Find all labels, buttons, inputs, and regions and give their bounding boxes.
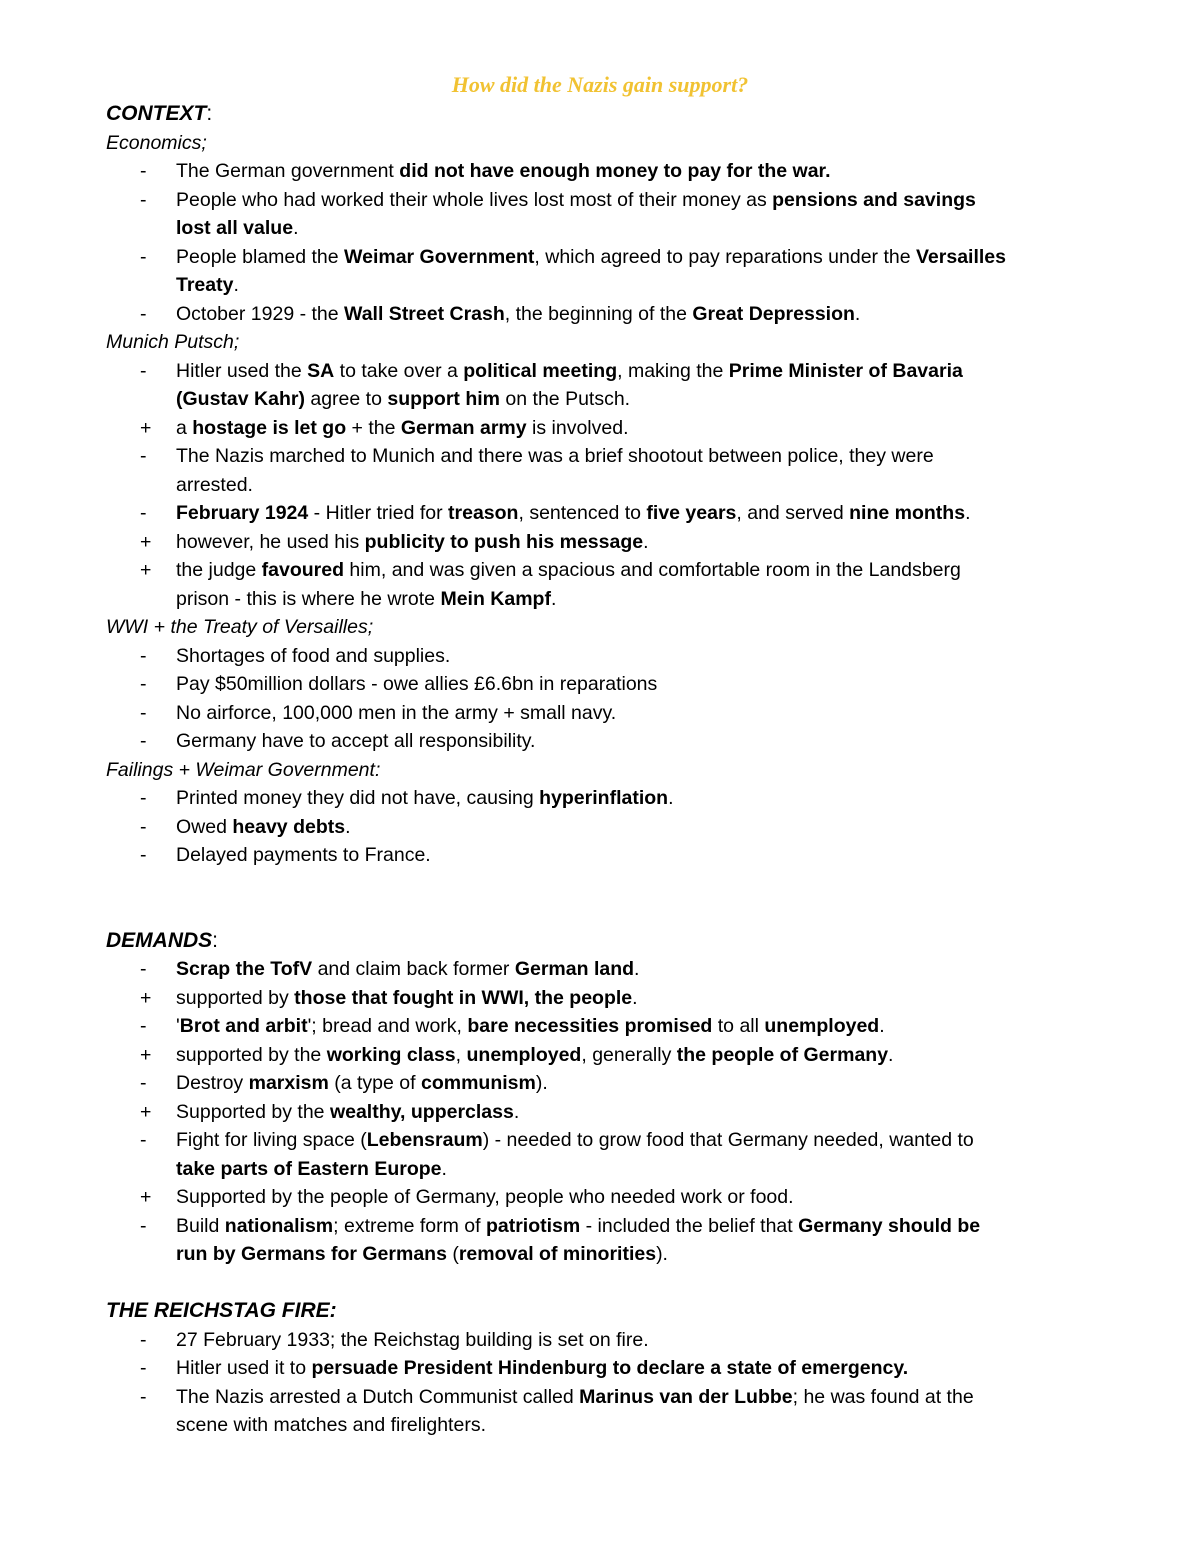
- bullet-marker: -: [140, 1214, 147, 1237]
- text-run: People blamed the: [176, 245, 345, 268]
- text-run: .: [643, 530, 649, 553]
- bullet-marker: -: [140, 188, 147, 211]
- bold-run: Treaty: [176, 274, 234, 296]
- list-item-text: [176, 528, 649, 557]
- bold-run: Lebensraum: [366, 1129, 483, 1151]
- bullet-marker: -: [140, 160, 147, 182]
- bold-run: Scrap the TofV: [176, 958, 313, 980]
- list-item-text: [176, 471, 253, 500]
- text-run: , which agreed to pay reparations under the: [534, 245, 916, 268]
- list-item-text: [176, 1383, 974, 1412]
- bold-run: February 1924: [176, 502, 309, 524]
- list-item: [106, 556, 1106, 585]
- bullet-marker: -: [140, 359, 147, 382]
- list-item-text: [176, 642, 450, 671]
- list-item-text: [176, 670, 657, 699]
- text-run: Shortages of food and supplies.: [176, 644, 451, 667]
- bold-run: unemployed: [764, 1015, 880, 1037]
- list-item: [106, 1183, 1106, 1212]
- list-item-text: [176, 1098, 519, 1127]
- list-item-text: [176, 841, 431, 870]
- text-run: and claim back former: [312, 958, 515, 980]
- text-run: , sentenced to: [518, 502, 647, 524]
- text-run: Hitler used the: [176, 359, 308, 382]
- text-run: supported by the: [176, 1043, 327, 1066]
- list-item: [106, 1012, 1106, 1041]
- list-item-text: [176, 271, 239, 300]
- bullet-marker: -: [140, 787, 147, 809]
- list-item-text: [176, 556, 961, 585]
- spacer: [106, 1269, 1106, 1298]
- list-item: [106, 1069, 1106, 1098]
- list-item: [106, 243, 1106, 272]
- bullet-marker: -: [140, 844, 147, 866]
- text-run: Build: [176, 1214, 225, 1237]
- list-item: [106, 414, 1106, 443]
- bold-run: removal of minorities: [458, 1243, 657, 1265]
- list-item-text: [176, 1326, 649, 1355]
- bold-run: Weimar Government: [344, 245, 535, 268]
- text-run: Supported by the: [176, 1100, 330, 1123]
- bold-run: take parts of Eastern Europe: [176, 1157, 442, 1180]
- text-run: .: [513, 1100, 520, 1123]
- text-run: Germany have to accept all responsibility.: [176, 730, 536, 752]
- bullet-marker: +: [140, 416, 152, 439]
- bold-run: Mein Kampf: [440, 587, 551, 610]
- bold-run: lost all value: [176, 217, 294, 239]
- list-item-text: [176, 357, 963, 386]
- list-item: [106, 670, 1106, 699]
- text-run: on the Putsch.: [500, 388, 631, 410]
- spacer: [106, 898, 1106, 927]
- list-item: [106, 1041, 1106, 1070]
- text-run: ; he was found at the: [792, 1385, 974, 1408]
- text-run: 27 February 1933; the Reichstag building is set on fire.: [176, 1328, 649, 1351]
- text-run: scene with matches and firelighters.: [176, 1414, 486, 1436]
- list-item: [106, 1126, 1106, 1155]
- text-run: - Hitler tried for: [308, 502, 449, 524]
- text-run: ': [176, 1015, 180, 1037]
- text-run: ) - needed to grow food that Germany needed, wanted to: [482, 1129, 974, 1151]
- bold-run: Great Depression: [692, 302, 855, 325]
- bold-run: communism: [420, 1072, 536, 1094]
- subsection-label: Failings + Weimar Government:: [106, 758, 381, 781]
- list-item: [106, 1240, 1106, 1269]
- bullet-marker: -: [140, 1385, 147, 1408]
- text-run: him, and was given a spacious and comfortable room in the Landsberg: [344, 559, 961, 581]
- list-item-text: [176, 300, 860, 329]
- list-item-text: [176, 1155, 447, 1184]
- list-item-text: [176, 1354, 908, 1383]
- bold-run: treason: [448, 502, 519, 524]
- bold-run: hostage is let go: [192, 416, 347, 439]
- bold-run: German land: [514, 958, 635, 980]
- list-item: [106, 813, 1106, 842]
- bold-run: those that fought in WWI, the people: [294, 986, 633, 1009]
- bold-run: wealthy, upperclass: [329, 1100, 514, 1123]
- text-run: .: [634, 958, 640, 980]
- bold-run: nationalism: [224, 1214, 334, 1237]
- list-item: [106, 984, 1106, 1013]
- text-run: .: [293, 217, 299, 239]
- text-run: .: [550, 587, 557, 610]
- text-run: Destroy: [176, 1072, 249, 1094]
- bullet-marker: +: [140, 1100, 152, 1123]
- list-item: [106, 727, 1106, 756]
- section-heading-text: CONTEXT: [106, 102, 207, 125]
- bullet-marker: +: [140, 986, 152, 1009]
- spacer: [106, 870, 1106, 899]
- text-run: , generally: [581, 1043, 677, 1066]
- list-item-text: [176, 1126, 974, 1155]
- text-run: to take over a: [334, 359, 464, 382]
- bullet-marker: +: [140, 1186, 152, 1208]
- list-item-text: [176, 1212, 980, 1241]
- text-run: to all: [712, 1015, 765, 1037]
- list-item-text: [176, 1069, 548, 1098]
- document-body: [106, 100, 1106, 1440]
- text-run: Supported by the people of Germany, people who needed work or food.: [176, 1186, 794, 1208]
- text-run: The German government: [176, 160, 400, 182]
- text-run: People who had worked their whole lives lost most of their money as: [176, 188, 773, 211]
- list-item: [106, 1155, 1106, 1184]
- text-run: Printed money they did not have, causing: [176, 787, 540, 809]
- list-item-text: [176, 499, 970, 528]
- bold-run: run by Germans for Germans: [176, 1243, 447, 1265]
- bullet-marker: -: [140, 673, 147, 695]
- text-run: '; bread and work,: [307, 1015, 468, 1037]
- bold-run: Marinus van der Lubbe: [579, 1385, 793, 1408]
- text-run: , making the: [617, 359, 729, 382]
- bold-run: publicity to push his message: [364, 530, 644, 553]
- list-item: [106, 1212, 1106, 1241]
- text-run: (a type of: [328, 1072, 421, 1094]
- text-run: Owed: [176, 815, 233, 838]
- list-item: [106, 955, 1106, 984]
- bullet-marker: -: [140, 1072, 147, 1094]
- list-item: [106, 300, 1106, 329]
- list-item: [106, 528, 1106, 557]
- section-heading-colon: :: [206, 102, 213, 125]
- bullet-marker: +: [140, 530, 152, 553]
- text-run: , and served: [736, 502, 850, 524]
- list-item-text: [176, 955, 639, 984]
- bold-run: unemployed: [466, 1043, 582, 1066]
- bold-run: did not have enough money to pay for the war.: [399, 160, 831, 182]
- list-item-text: [176, 984, 638, 1013]
- bold-run: Brot and arbit: [179, 1015, 308, 1037]
- list-item-text: [176, 385, 630, 414]
- bullet-marker: -: [140, 245, 147, 268]
- text-run: .: [233, 274, 239, 296]
- list-item: [106, 471, 1106, 500]
- page-title: How did the Nazis gain support?: [451, 72, 749, 97]
- list-item-text: [176, 414, 629, 443]
- list-item-text: [176, 1411, 486, 1440]
- text-run: arrested.: [176, 473, 253, 496]
- bold-run: working class: [326, 1043, 456, 1066]
- list-item-text: [176, 699, 616, 728]
- list-item: [106, 157, 1106, 186]
- subsection-label: WWI + the Treaty of Versailles;: [106, 616, 374, 638]
- list-item: [106, 1354, 1106, 1383]
- bullet-marker: -: [140, 1328, 147, 1351]
- section-heading-colon: :: [212, 928, 219, 952]
- list-item: [106, 1326, 1106, 1355]
- text-run: .: [879, 1015, 885, 1037]
- text-run: ; extreme form of: [333, 1214, 486, 1237]
- section-heading-text: DEMANDS: [106, 928, 213, 952]
- text-run: prison - this is where he wrote: [176, 587, 441, 610]
- list-item-text: [176, 784, 673, 813]
- text-run: ).: [656, 1243, 668, 1265]
- list-item: [106, 699, 1106, 728]
- bold-run: Wall Street Crash: [344, 302, 505, 325]
- text-run: agree to: [304, 388, 388, 410]
- list-item: [106, 642, 1106, 671]
- text-run: is involved.: [526, 416, 629, 439]
- list-item-text: [176, 1240, 668, 1269]
- text-run: .: [854, 302, 861, 325]
- bold-run: pensions and savings: [772, 188, 976, 211]
- bold-run: the people of Germany: [676, 1043, 889, 1066]
- text-run: No airforce, 100,000 men in the army + small navy.: [176, 701, 617, 724]
- bullet-marker: -: [140, 502, 147, 524]
- bullet-marker: -: [140, 644, 147, 667]
- text-run: .: [888, 1043, 894, 1066]
- list-item: [106, 841, 1106, 870]
- bold-run: support him: [387, 388, 501, 410]
- text-run: ).: [535, 1072, 548, 1094]
- text-run: October 1929 - the: [176, 302, 345, 325]
- text-run: Delayed payments to France.: [176, 844, 431, 866]
- list-item: [106, 784, 1106, 813]
- list-item: [106, 357, 1106, 386]
- bold-run: hyperinflation: [539, 787, 669, 809]
- bold-run: SA: [307, 359, 335, 382]
- text-run: Fight for living space (: [176, 1129, 367, 1151]
- list-item-text: [176, 214, 298, 243]
- bold-run: German army: [400, 416, 527, 439]
- list-item: [106, 442, 1106, 471]
- subsection-label: Munich Putsch;: [106, 331, 240, 353]
- bold-run: political meeting: [463, 359, 618, 382]
- bold-run: Germany should be: [798, 1214, 981, 1237]
- list-item: [106, 1383, 1106, 1412]
- list-item-text: [176, 1183, 794, 1212]
- list-item-text: [176, 1012, 885, 1041]
- text-run: Hitler used it to: [176, 1357, 312, 1379]
- text-run: , the beginning of the: [504, 302, 693, 325]
- bullet-marker: -: [140, 302, 147, 325]
- list-item: [106, 271, 1106, 300]
- bold-run: (Gustav Kahr): [176, 388, 305, 410]
- bold-run: Prime Minister of Bavaria: [728, 359, 963, 382]
- list-item-text: [176, 186, 976, 215]
- bold-run: Versailles: [916, 245, 1006, 268]
- list-item-text: [176, 813, 351, 842]
- list-item: [106, 585, 1106, 614]
- text-run: .: [441, 1157, 447, 1180]
- list-item: [106, 499, 1106, 528]
- text-run: ,: [455, 1043, 467, 1066]
- bullet-marker: +: [140, 1043, 152, 1066]
- text-run: .: [668, 787, 674, 809]
- list-item-text: [176, 442, 934, 471]
- text-run: + the: [346, 416, 401, 439]
- text-run: - included the belief that: [580, 1214, 799, 1237]
- list-item: [106, 1411, 1106, 1440]
- text-run: The Nazis arrested a Dutch Communist called: [176, 1385, 580, 1408]
- text-run: however, he used his: [176, 530, 365, 553]
- list-item-text: [176, 585, 556, 614]
- bullet-marker: -: [140, 445, 147, 467]
- text-run: The Nazis marched to Munich and there was a brief shootout between police, they were: [176, 445, 934, 467]
- text-run: (: [446, 1243, 459, 1265]
- text-run: .: [345, 815, 351, 838]
- list-item: [106, 186, 1106, 215]
- list-item-text: [176, 243, 1006, 272]
- bullet-marker: -: [140, 1129, 147, 1151]
- bold-run: persuade President Hindenburg to declare a state of emergency.: [311, 1357, 909, 1379]
- bold-run: marxism: [248, 1072, 329, 1094]
- list-item-text: [176, 727, 535, 756]
- section-heading: THE REICHSTAG FIRE:: [106, 1299, 337, 1322]
- bold-run: heavy debts: [232, 815, 346, 838]
- bullet-marker: -: [140, 1015, 147, 1037]
- bullet-marker: +: [140, 559, 152, 581]
- list-item: [106, 1098, 1106, 1127]
- bullet-marker: -: [140, 1357, 147, 1379]
- bold-run: favoured: [261, 559, 345, 581]
- text-run: .: [632, 986, 638, 1009]
- bold-run: patriotism: [485, 1214, 581, 1237]
- subsection-label: Economics;: [106, 131, 207, 154]
- bullet-marker: -: [140, 958, 147, 980]
- section-heading: [106, 100, 1106, 129]
- bullet-marker: -: [140, 815, 147, 838]
- bold-run: bare necessities promised: [467, 1015, 713, 1037]
- list-item-text: [176, 1041, 893, 1070]
- text-run: Pay $50million dollars - owe allies £6.6bn in reparations: [176, 673, 658, 695]
- list-item-text: [176, 157, 831, 186]
- text-run: the judge: [176, 559, 262, 581]
- text-run: .: [965, 502, 971, 524]
- bullet-marker: -: [140, 701, 147, 724]
- list-item: [106, 214, 1106, 243]
- section-heading: [106, 927, 1106, 956]
- text-run: a: [176, 416, 193, 439]
- bold-run: five years: [646, 502, 737, 524]
- bullet-marker: -: [140, 730, 147, 752]
- text-run: supported by: [176, 986, 295, 1009]
- bold-run: nine months: [849, 502, 966, 524]
- list-item: [106, 385, 1106, 414]
